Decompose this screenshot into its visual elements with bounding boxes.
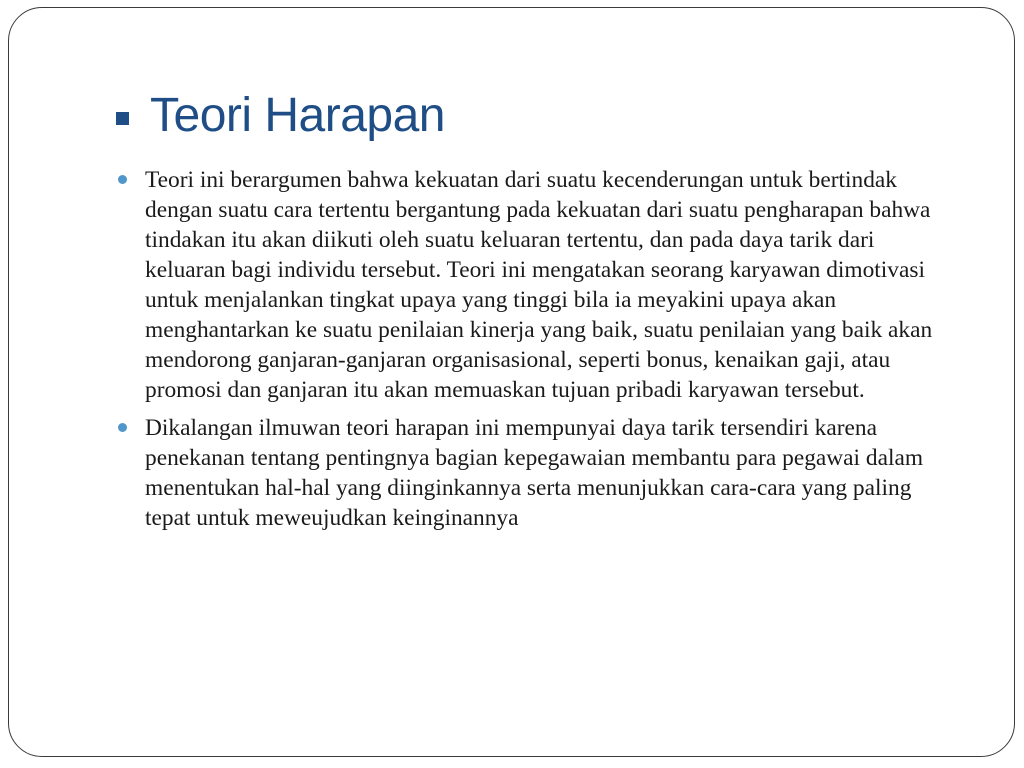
round-bullet-icon <box>118 423 127 432</box>
slide-title: Teori Harapan <box>150 89 445 142</box>
slide-title-row <box>116 86 445 146</box>
body-paragraph <box>118 165 958 405</box>
slide-body <box>118 165 958 541</box>
paragraph-text: Teori ini berargumen bahwa kekuatan dari suatu kecenderungan untuk bertindak dengan suatu cara tertentu bergantung pada kekuatan dari suatu pengharapan bahwa tindakan itu akan diikuti oleh suatu keluaran tertentu, dan pada daya tarik dari keluaran bagi individu tersebut. Teori ini mengatakan seorang karyawan dimotivasi untuk menjalankan tingkat upaya yang tinggi bila ia meyakini upaya akan menghantarkan ke suatu penilaian kinerja yang baik, suatu penilaian yang baik akan mendorong ganjaran-ganjaran organisasional, seperti bonus, kenaikan gaji, atau promosi dan ganjaran itu akan memuaskan tujuan pribadi karyawan tersebut. <box>145 167 933 403</box>
body-paragraph <box>118 413 958 533</box>
round-bullet-icon <box>118 175 127 184</box>
square-bullet-icon <box>116 112 129 125</box>
paragraph-text: Dikalangan ilmuwan teori harapan ini mempunyai daya tarik tersendiri karena penekanan tentang pentingnya bagian kepegawaian membantu para pegawai dalam menentukan hal-hal yang diinginkannya serta menunjukkan cara-cara yang paling tepat untuk meweujudkan keinginannya <box>145 415 924 531</box>
